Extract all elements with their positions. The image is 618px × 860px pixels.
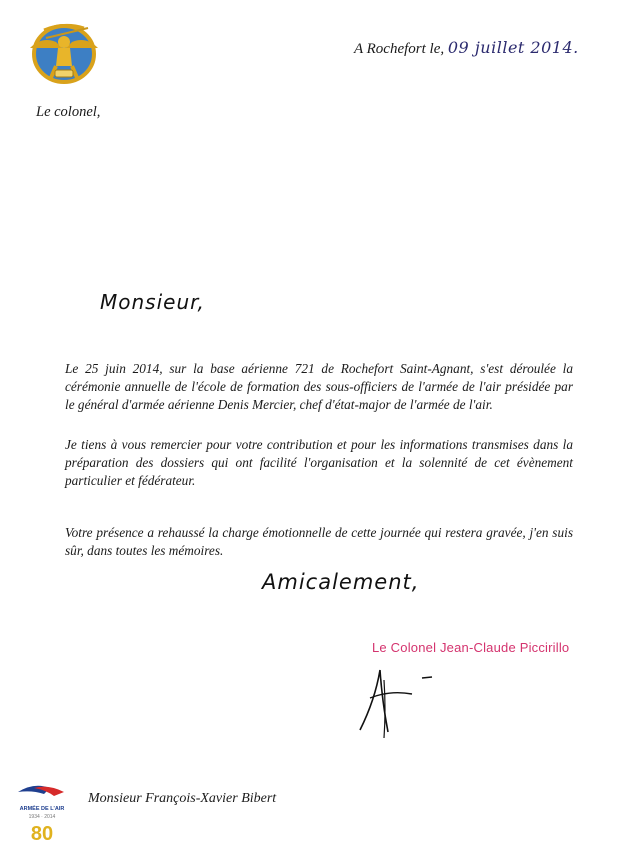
signature-icon	[340, 660, 450, 740]
closing-handwritten: Amicalement,	[262, 570, 420, 594]
body-paragraph-2: Je tiens à vous remercier pour votre contribution et pour les informations transmises dans la préparation des dossiers qui ont facilité l'organisation et la solennité de cet évènement particulier et fédérateur.	[65, 437, 573, 488]
handwritten-date: 09 juillet 2014.	[447, 38, 579, 57]
logo-text: ARMÉE DE L'AIR	[19, 806, 65, 812]
logo-years: 1934 · 2014	[28, 814, 56, 820]
air-force-80-logo-icon	[14, 778, 70, 844]
unit-emblem-icon	[22, 18, 106, 90]
place-text: A Rochefort le,	[354, 41, 445, 57]
sender-title: Le colonel,	[36, 104, 101, 120]
place-date-line	[354, 38, 579, 58]
body-paragraph-3: Votre présence a rehaussé la charge émotionnelle de cette journée qui restera gravée, j'en suis sûr, dans toutes les mémoires.	[65, 525, 573, 558]
logo-anniversary: 80	[30, 823, 54, 844]
signature-stamp: Le Colonel Jean-Claude Piccirillo	[372, 640, 570, 655]
salutation-handwritten: Monsieur,	[100, 290, 205, 314]
recipient-name: Monsieur François-Xavier Bibert	[88, 791, 277, 806]
body-paragraph-1: Le 25 juin 2014, sur la base aérienne 721 de Rochefort Saint-Agnant, s'est déroulée la cérémonie annuelle de l'école de formation des sous-officiers de l'armée de l'air présidée par le général d'armée aérienne Denis Mercier, chef d'état-major de l'armée de l'air.	[65, 361, 573, 412]
